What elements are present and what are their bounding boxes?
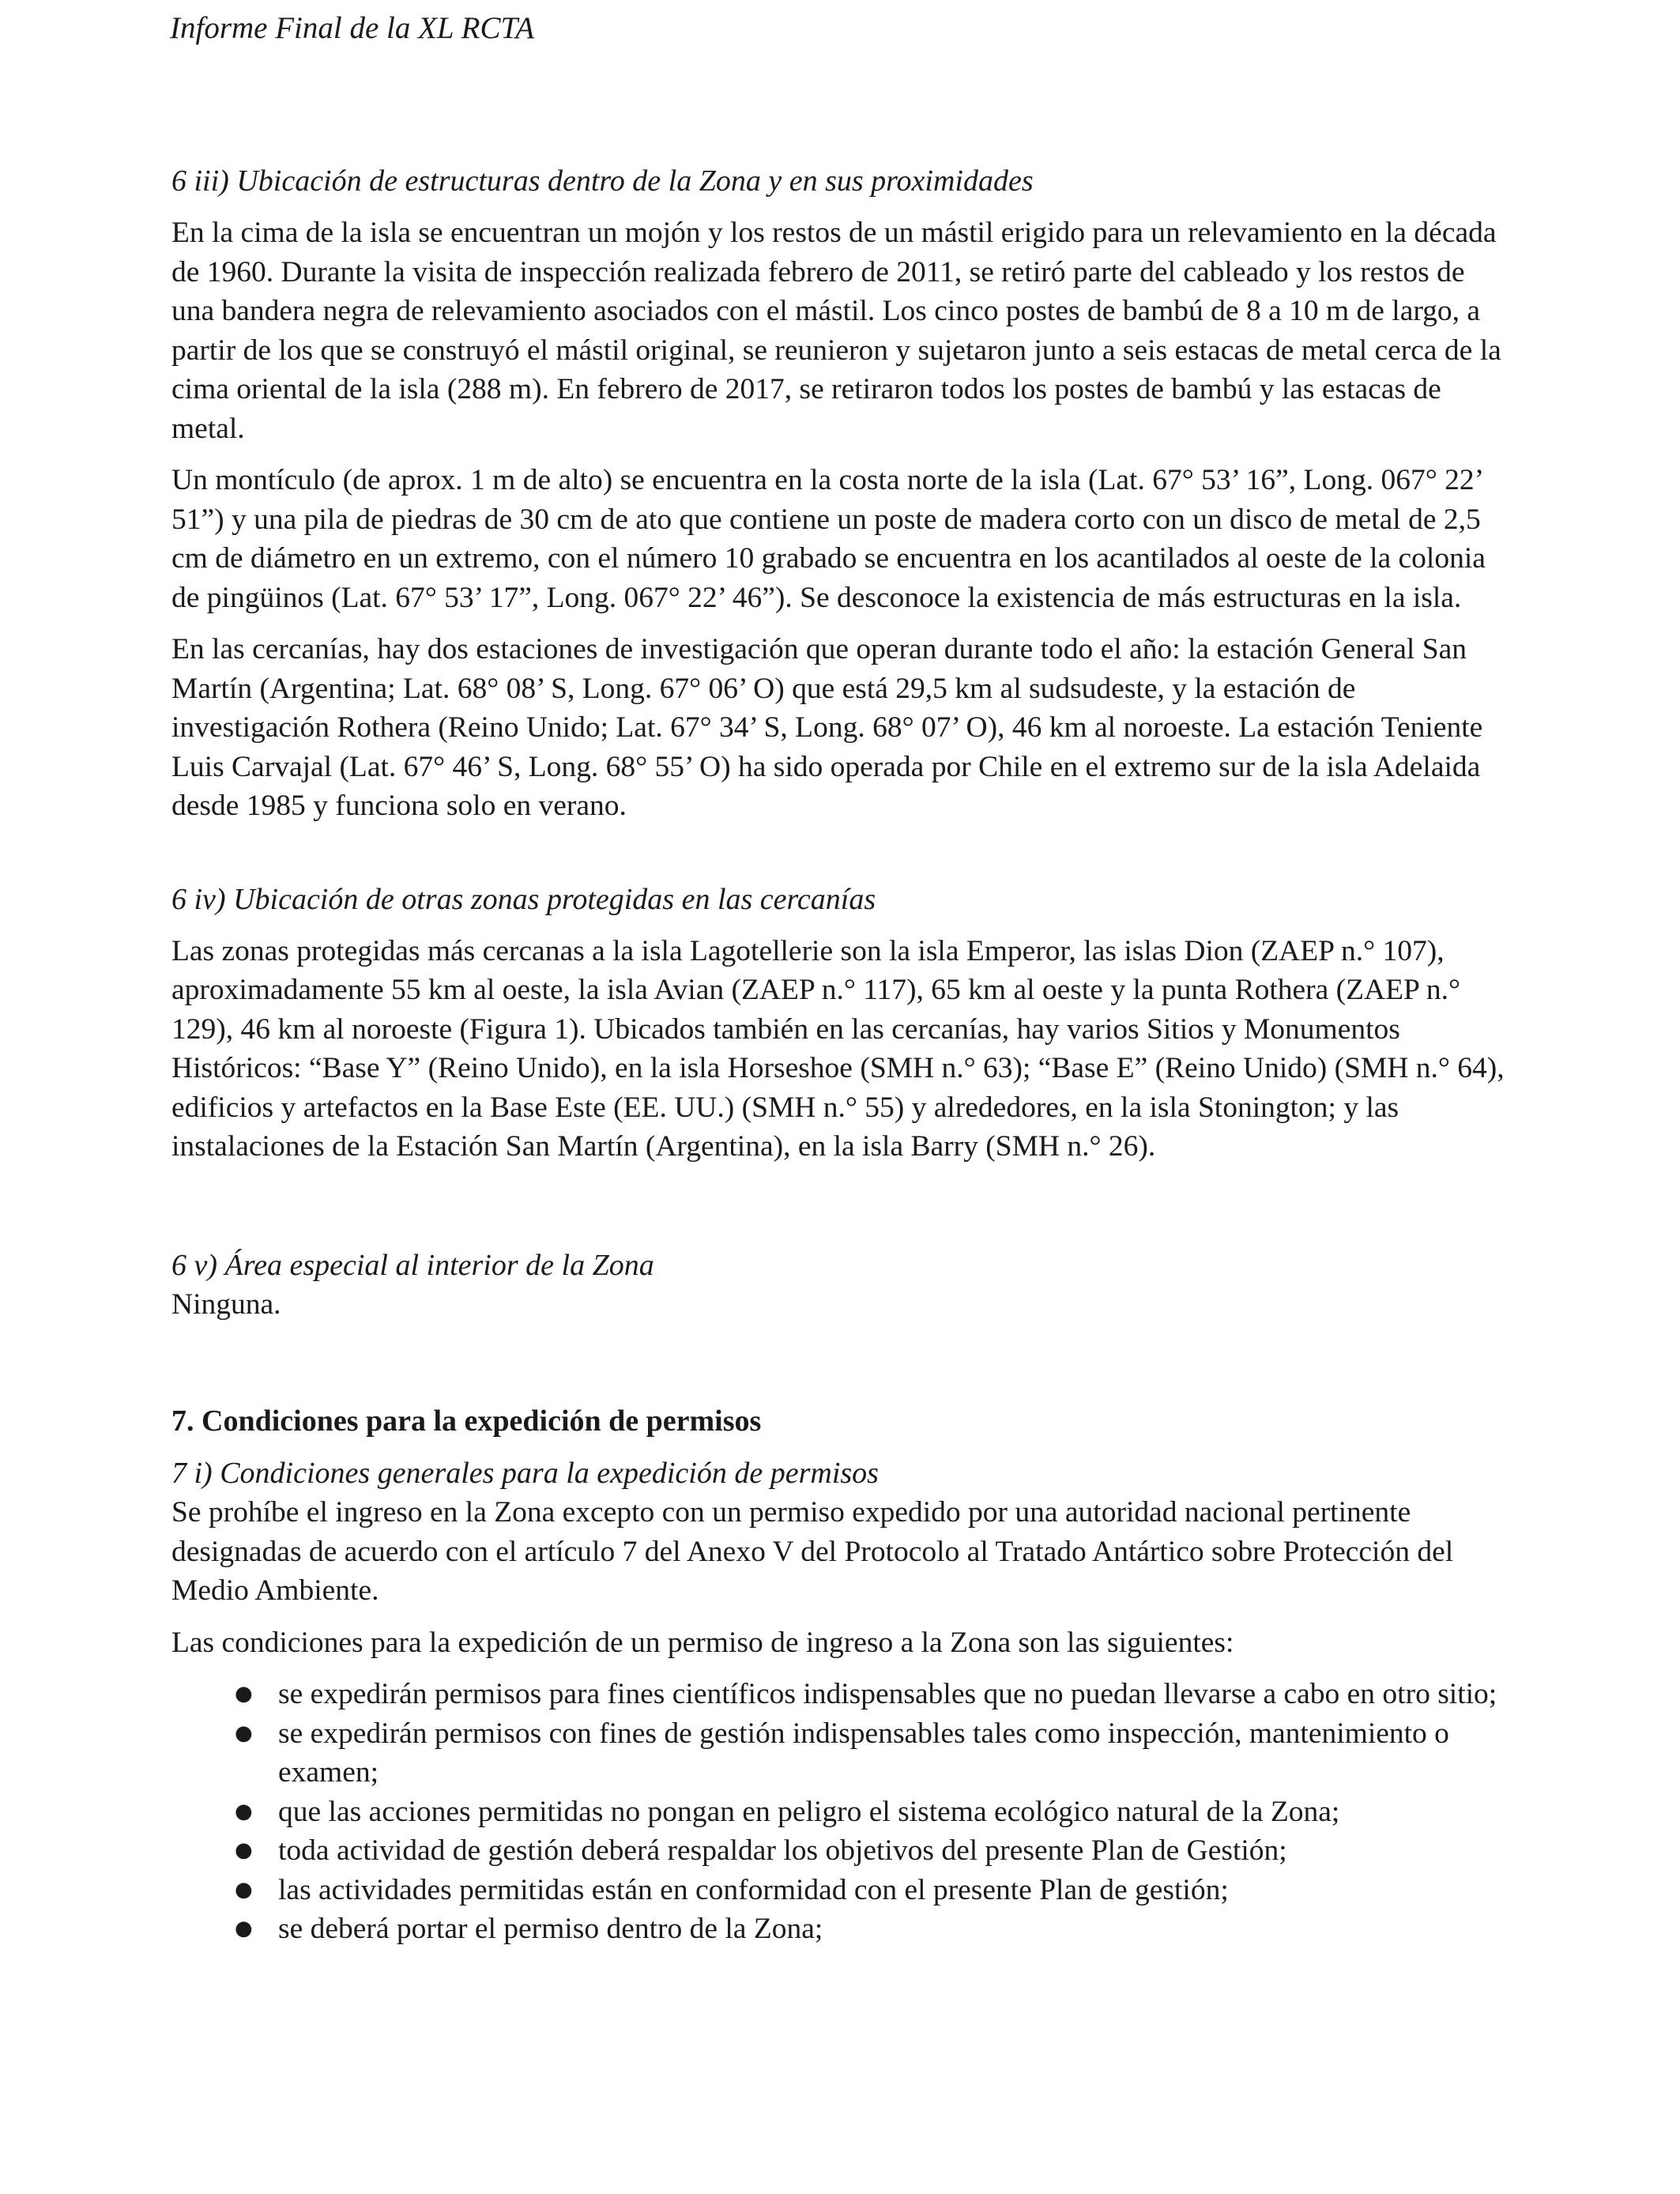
list-item [171, 1675, 1507, 1714]
permit-conditions-list [171, 1675, 1507, 1949]
list-item [171, 1714, 1507, 1793]
section-6iii-paragraph-2: Un montículo (de aprox. 1 m de alto) se encuentra en la costa norte de la isla (Lat. 67° 53’ 16”, Long. 067° 22’ 51”) y una pila de piedras de 30 cm de ato que contiene un poste de madera corto con un disco de metal de 2,5 cm de diámetro en un extremo, con el número 10 grabado se encuentra en los acantilados al oeste de la colonia de pingüinos (Lat. 67° 53’ 17”, Long. 067° 22’ 46”). Se desconoce la existencia de más estructuras en la isla. [171, 464, 1486, 614]
section-6iv-paragraph-1: Las zonas protegidas más cercanas a la isla Lagotellerie son la isla Emperor, las islas Dion (ZAEP n.° 107), aproximadamente 55 km al oeste, la isla Avian (ZAEP n.° 117), 65 km al oeste y la punta Rothera (ZAEP n.° 129), 46 km al noroeste (Figura 1). Ubicados también en las cercanías, hay varios Sitios y Monumentos Históricos: “Base Y” (Reino Unido), en la isla Horseshoe (SMH n.° 63); “Base E” (Reino Unido) (SMH n.° 64), edificios y artefactos en la Base Este (EE. UU.) (SMH n.° 55) y alrededores, en la isla Stonington; y las instalaciones de la Estación San Martín (Argentina), en la isla Barry (SMH n.° 26). [171, 934, 1505, 1163]
list-item-text: toda actividad de gestión deberá respaldar los objetivos del presente Plan de Gestión; [278, 1834, 1287, 1867]
list-item [171, 1871, 1507, 1910]
section-7i-paragraph-1: Se prohíbe el ingreso en la Zona excepto con un permiso expedido por una autoridad nacional pertinente designadas de acuerdo con el artículo 7 del Anexo V del Protocolo al Tratado Antártico sobre Protección del Medio Ambiente. [171, 1496, 1454, 1607]
section-7-heading: 7. Condiciones para la expedición de permisos [171, 1404, 762, 1438]
list-item-text: se expedirán permisos para fines científicos indispensables que no puedan llevarse a cabo en otro sitio; [278, 1678, 1497, 1710]
bullet-icon: ● [235, 1877, 253, 1902]
section-6iii-paragraph-3: En las cercanías, hay dos estaciones de investigación que operan durante todo el año: la estación General San Martín (Argentina; Lat. 68° 08’ S, Long. 67° 06’ O) que está 29,5 km al sudsudeste, y la estación de investigación Rothera (Reino Unido; Lat. 67° 34’ S, Long. 68° 07’ O), 46 km al noroeste. La estación Teniente Luis Carvajal (Lat. 67° 46’ S, Long. 68° 55’ O) ha sido operada por Chile en el extremo sur de la isla Adelaida desde 1985 y funciona solo en verano. [171, 633, 1483, 822]
document-body [171, 161, 1507, 1949]
section-7i-heading: 7 i) Condiciones generales para la expedición de permisos [171, 1457, 879, 1490]
bullet-icon: ● [235, 1838, 253, 1862]
list-item-text: las actividades permitidas están en conformidad con el presente Plan de gestión; [278, 1873, 1229, 1906]
bullet-icon: ● [235, 1917, 253, 1940]
list-item-text: que las acciones permitidas no pongan en peligro el sistema ecológico natural de la Zona; [278, 1795, 1340, 1828]
list-item [171, 1831, 1507, 1871]
bullet-icon: ● [235, 1721, 253, 1745]
list-item-text: se expedirán permisos con fines de gestión indispensables tales como inspección, mantenimiento o examen; [278, 1717, 1449, 1789]
section-6iii-heading: 6 iii) Ubicación de estructuras dentro de la Zona y en sus proximidades [171, 164, 1034, 198]
list-item [171, 1793, 1507, 1832]
section-6v-heading: 6 v) Área especial al interior de la Zona [171, 1248, 654, 1282]
section-6iii-paragraph-1: En la cima de la isla se encuentran un mojón y los restos de un mástil erigido para un relevamiento en la década de 1960. Durante la visita de inspección realizada febrero de 2011, se retiró parte del cableado y los restos de una bandera negra de relevamiento asociados con el mástil. Los cinco postes de bambú de 8 a 10 m de largo, a partir de los que se construyó el mástil original, se reunieron y sujetaron junto a seis estacas de metal cerca de la cima oriental de la isla (288 m). En febrero de 2017, se retiraron todos los postes de bambú y las estacas de metal. [171, 217, 1501, 445]
bullet-icon: ● [235, 1799, 253, 1823]
section-7i-paragraph-2: Las condiciones para la expedición de un permiso de ingreso a la Zona son las siguientes: [171, 1626, 1234, 1659]
list-item [171, 1909, 1507, 1949]
section-6v-paragraph-1: Ninguna. [171, 1287, 281, 1321]
bullet-icon: ● [235, 1682, 253, 1706]
section-6iv-heading: 6 iv) Ubicación de otras zonas protegidas en las cercanías [171, 882, 876, 916]
list-item-text: se deberá portar el permiso dentro de la Zona; [278, 1913, 823, 1945]
running-header: Informe Final de la XL RCTA [170, 11, 535, 45]
